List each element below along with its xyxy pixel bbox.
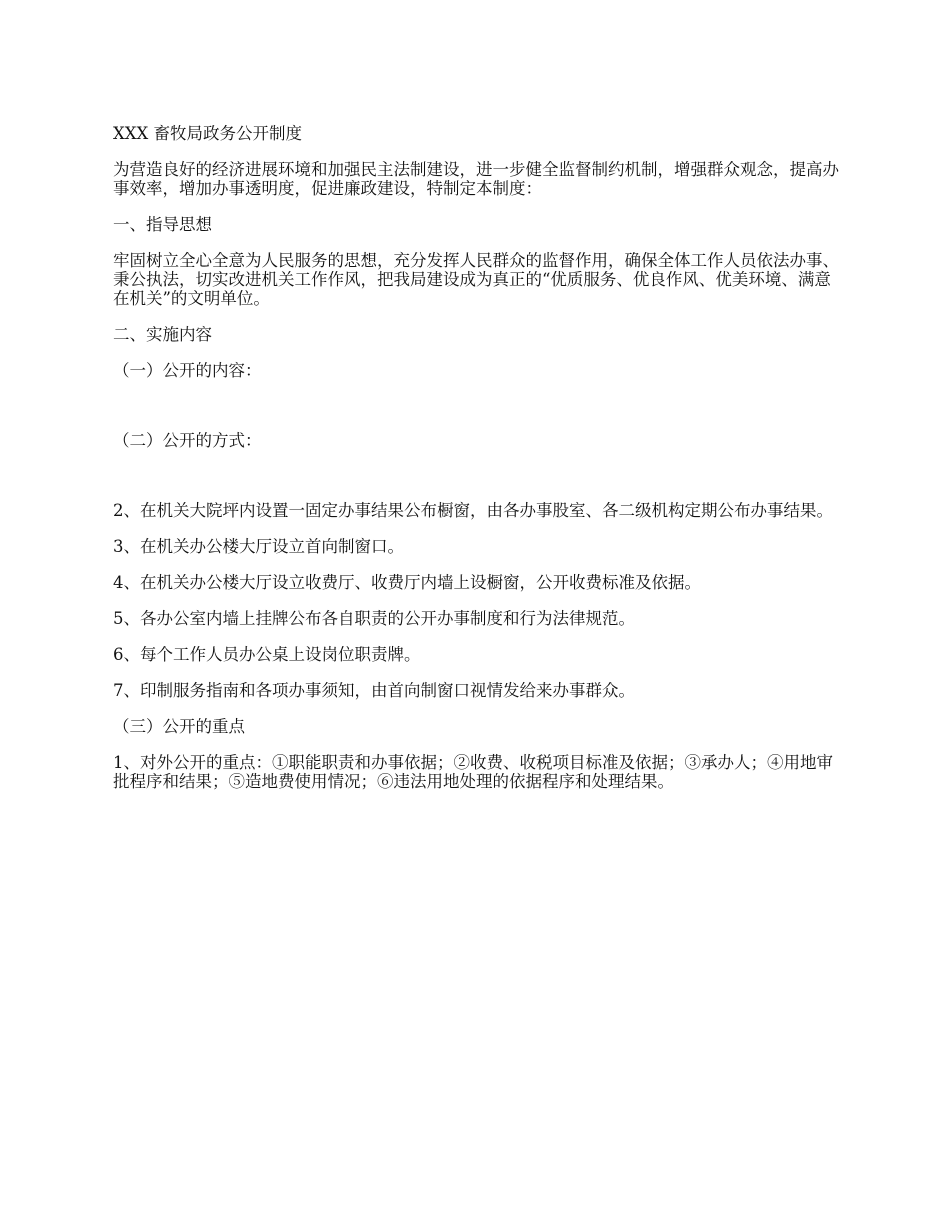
document-body — [113, 124, 843, 791]
subheading-disclosure-content: （一）公开的内容： — [113, 361, 262, 380]
list-item: 6、每个工作人员办公桌上设岗位职责牌。 — [113, 645, 421, 664]
section-heading-implementation: 二、实施内容 — [113, 325, 212, 344]
list-item: 2、在机关大院坪内设置一固定办事结果公布橱窗，由各办事股室、各二级机构定期公布办事结果。 — [113, 501, 833, 520]
document-title: XXX 畜牧局政务公开制度 — [113, 124, 302, 143]
subheading-disclosure-method: （二）公开的方式： — [113, 431, 262, 450]
key-point-paragraph: 1、对外公开的重点：①职能职责和办事依据；②收费、收税项目标准及依据；③承办人；④用地审批程序和结果；⑤造地费使用情况；⑥违法用地处理的依据程序和处理结果。 — [113, 753, 833, 791]
list-item: 7、印制服务指南和各项办事须知，由首向制窗口视情发给来办事群众。 — [113, 681, 635, 700]
subheading-disclosure-focus: （三）公开的重点 — [113, 717, 245, 736]
section-heading-guiding-thought: 一、指导思想 — [113, 215, 212, 234]
list-item: 5、各办公室内墙上挂牌公布各自职责的公开办事制度和行为法律规范。 — [113, 609, 635, 628]
guiding-thought-paragraph: 牢固树立全心全意为人民服务的思想，充分发挥人民群众的监督作用，确保全体工作人员依法办事、秉公执法，切实改进机关工作作风，把我局建设成为真正的“优质服务、优良作风、优美环境、满意在机关”的文明单位。 — [113, 251, 839, 308]
list-item: 3、在机关办公楼大厅设立首向制窗口。 — [113, 537, 404, 556]
intro-paragraph: 为营造良好的经济进展环境和加强民主法制建设，进一步健全监督制约机制，增强群众观念，提高办事效率，增加办事透明度，促进廉政建设，特制定本制度： — [113, 160, 839, 198]
list-item: 4、在机关办公楼大厅设立收费厅、收费厅内墙上设橱窗，公开收费标准及依据。 — [113, 573, 701, 592]
